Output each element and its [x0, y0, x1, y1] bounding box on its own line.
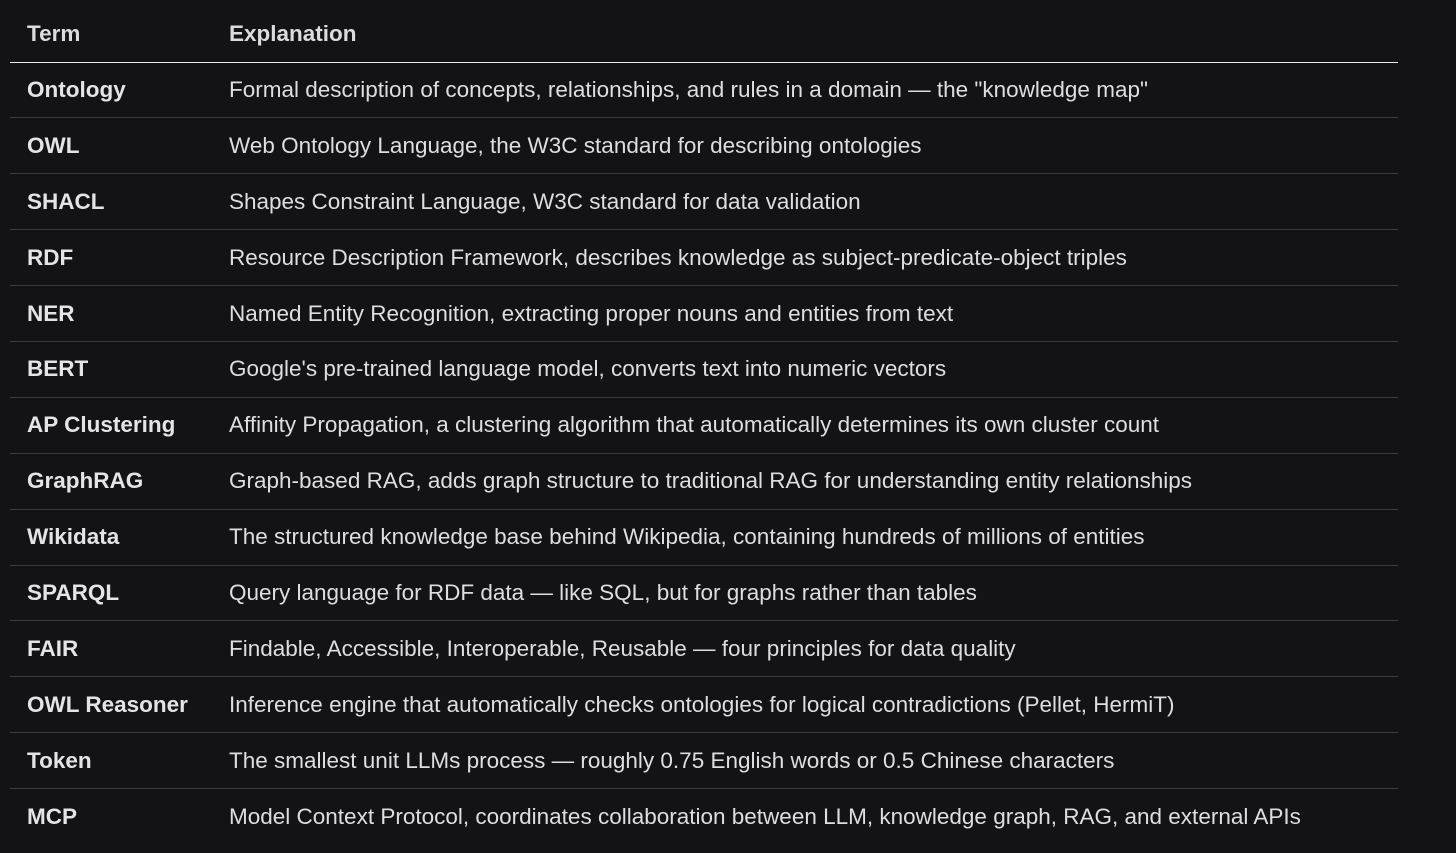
explanation-cell: Resource Description Framework, describes knowledge as subject-predicate-object triples	[229, 244, 1127, 270]
term-cell: Token	[27, 747, 92, 773]
table-row	[10, 733, 1398, 789]
term-cell: AP Clustering	[27, 412, 176, 438]
table-row	[10, 565, 1398, 621]
term-cell: NER	[27, 300, 75, 326]
table-row	[10, 230, 1398, 286]
explanation-cell: Formal description of concepts, relationships, and rules in a domain — the "knowledge map"	[229, 76, 1148, 102]
term-cell: SHACL	[27, 188, 105, 214]
table-row	[10, 118, 1398, 174]
table-body	[10, 62, 1398, 844]
explanation-cell: Graph-based RAG, adds graph structure to traditional RAG for understanding entity relationships	[229, 468, 1193, 494]
header-row	[10, 6, 1398, 62]
explanation-cell: Google's pre-trained language model, converts text into numeric vectors	[229, 356, 947, 382]
term-cell: MCP	[27, 803, 77, 829]
table-row	[10, 453, 1398, 509]
term-cell: OWL	[27, 132, 80, 158]
table-row	[10, 397, 1398, 453]
term-cell: SPARQL	[27, 579, 120, 605]
table-row	[10, 341, 1398, 397]
explanation-cell: Affinity Propagation, a clustering algorithm that automatically determines its own cluster count	[229, 412, 1160, 438]
explanation-cell: Inference engine that automatically checks ontologies for logical contradictions (Pellet, HermiT)	[229, 691, 1175, 717]
table-row	[10, 62, 1398, 118]
term-cell: FAIR	[27, 635, 79, 661]
table-row	[10, 286, 1398, 342]
term-cell: OWL Reasoner	[27, 691, 188, 717]
header-term: Term	[27, 20, 81, 46]
glossary-table-container	[10, 6, 1398, 844]
table-row	[10, 621, 1398, 677]
explanation-cell: Model Context Protocol, coordinates collaboration between LLM, knowledge graph, RAG, and external APIs	[229, 803, 1301, 829]
term-cell: Wikidata	[27, 524, 120, 550]
term-cell: BERT	[27, 356, 89, 382]
term-cell: GraphRAG	[27, 468, 144, 494]
explanation-cell: Findable, Accessible, Interoperable, Reusable — four principles for data quality	[229, 635, 1016, 661]
table-header	[10, 6, 1398, 62]
explanation-cell: Shapes Constraint Language, W3C standard for data validation	[229, 188, 861, 214]
glossary-table	[10, 6, 1398, 844]
term-cell: Ontology	[27, 76, 126, 102]
table-row	[10, 677, 1398, 733]
header-explanation: Explanation	[229, 20, 357, 46]
table-row	[10, 509, 1398, 565]
explanation-cell: The smallest unit LLMs process — roughly 0.75 English words or 0.5 Chinese characters	[229, 747, 1115, 773]
table-row	[10, 174, 1398, 230]
explanation-cell: Web Ontology Language, the W3C standard for describing ontologies	[229, 132, 922, 158]
table-row	[10, 789, 1398, 845]
term-cell: RDF	[27, 244, 74, 270]
explanation-cell: Named Entity Recognition, extracting proper nouns and entities from text	[229, 300, 954, 326]
explanation-cell: The structured knowledge base behind Wikipedia, containing hundreds of millions of entities	[229, 524, 1145, 550]
explanation-cell: Query language for RDF data — like SQL, but for graphs rather than tables	[229, 579, 977, 605]
